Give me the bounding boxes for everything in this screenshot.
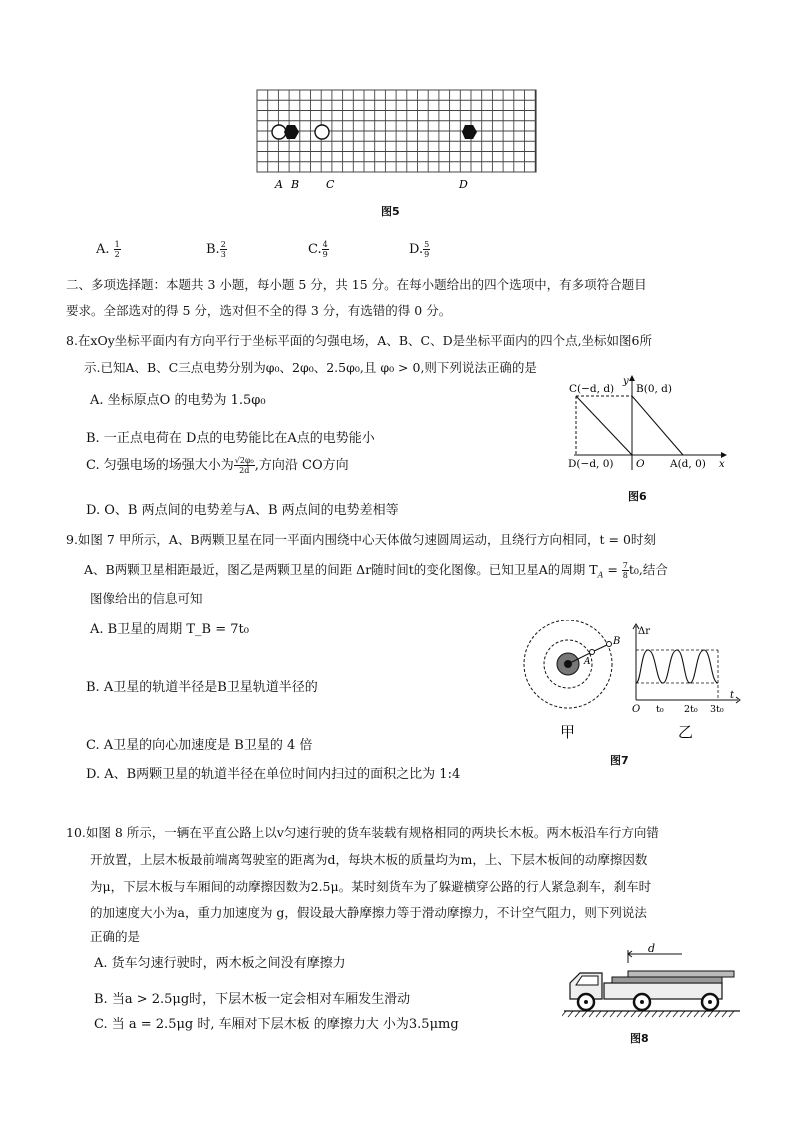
satellite-a-icon [590, 650, 595, 655]
fig6-caption: 图6 [628, 490, 647, 503]
ball-b-solid [284, 125, 299, 139]
q9-stem-line3: 图像给出的信息可知 [90, 591, 203, 606]
q10-option-a[interactable]: A. 货车匀速行驶时，两木板之间没有摩擦力 [94, 956, 346, 971]
upper-board [628, 971, 734, 977]
fig8-caption: 图8 [630, 1032, 649, 1045]
ball-d-solid [462, 125, 477, 139]
section2-line2: 要求。全部选对的得 5 分，选对但不全的得 3 分，有选错的得 0 分。 [66, 303, 452, 318]
fig6-label-c: C(−d, d) [569, 383, 615, 395]
q8-stem-line1: 8.在xOy坐标平面内有方向平行于坐标平面的匀强电场，A、B、C、D是坐标平面内的四个点,坐标如图6所 [66, 333, 653, 348]
fig7-label-yi: 乙 [678, 723, 694, 741]
figure-5-grid [255, 88, 540, 198]
figure-6 [566, 372, 731, 472]
ball-c-hollow [315, 125, 329, 139]
q7-option-a[interactable]: A. $\frac{1}{2}$ [96, 240, 120, 259]
fig5-caption: 图5 [381, 205, 400, 218]
q9-option-c[interactable]: C. A卫星的向心加速度是 B卫星的 4 倍 [86, 738, 313, 753]
q7-option-d[interactable]: D. $\frac{5}{9}$ [409, 240, 430, 259]
q9-stem-line2: A、B两颗卫星相距最近，图乙是两颗卫星的间距 Δr随时间t的变化图像。已知卫星A的周期 $T_A$ = $\frac{7}{8}$ t₀,结合 [84, 561, 668, 580]
q10-stem-line2: 开放置，上层木板最前端离驾驶室的距离为d，每块木板的质量均为m，上、下层木板间的动摩擦因数 [90, 852, 648, 867]
figure-7 [510, 620, 745, 745]
q9-option-d[interactable]: D. A、B两颗卫星的轨道半径在单位时间内扫过的面积之比为 1:4 [86, 767, 461, 782]
fig7-label-t: t [730, 690, 735, 701]
fig7-caption: 图7 [610, 754, 629, 767]
fig5-label-a: A [275, 178, 283, 191]
fig5-label-b: B [291, 178, 300, 191]
fig7-label-a: A [584, 657, 591, 667]
fig7-label-dr: Δr [638, 626, 651, 637]
q7-option-b[interactable]: B. $\frac{2}{3}$ [206, 240, 226, 259]
fig7-label-3t0: 3t₀ [710, 704, 724, 715]
q10-stem-line4: 的加速度大小为a，重力加速度为 g，假设最大静摩擦力等于滑动摩擦力，不计空气阻力，则下列说法 [90, 905, 647, 920]
fig5-label-c: C [326, 178, 335, 191]
q7-option-c[interactable]: C. $\frac{4}{9}$ [308, 240, 328, 259]
q9-option-a[interactable]: A. B卫星的周期 T_B = 7t₀ [90, 622, 249, 637]
q10-option-b[interactable]: B. 当a > 2.5μg时，下层木板一定会相对车厢发生滑动 [94, 992, 411, 1007]
q9-option-b[interactable]: B. A卫星的轨道半径是B卫星轨道半径的 [86, 680, 318, 695]
q10-option-c[interactable]: C. 当 a = 2.5μg 时, 车厢对下层木板 的摩擦力大 小为3.5μmg [94, 1017, 459, 1032]
fig5-label-d: D [459, 178, 468, 191]
lower-board [612, 977, 722, 983]
q10-stem-line3: 为μ，下层木板与车厢间的动摩擦因数为2.5μ。某时刻货车为了躲避横穿公路的行人紧急刹车，刹车时 [90, 879, 652, 894]
q9-stem-line1: 9.如图 7 甲所示，A、B两颗卫星在同一平面内围绕中心天体做匀速圆周运动，且绕行方向相同，t = 0时刻 [66, 532, 656, 547]
fig7-label-t0: t₀ [656, 704, 664, 715]
fig6-label-o: O [636, 458, 645, 470]
fig6-label-d: D(−d, 0) [568, 458, 614, 470]
satellite-b-icon [607, 642, 612, 647]
fig6-label-b: B(0, d) [636, 383, 672, 395]
q8-option-c[interactable]: C. 匀强电场的场强大小为 $\frac{\text{√2φ₀}}{2d}$ ,方向沿 CO方向 [86, 456, 349, 475]
fig7-label-o: O [632, 704, 641, 715]
fig8-label-d: d [648, 943, 656, 955]
q8-stem-line2: 示.已知A、B、C三点电势分别为φ₀、2φ₀、2.5φ₀,且 φ₀ > 0,则下列说法正确的是 [84, 360, 537, 375]
fig6-label-x: x [719, 459, 725, 470]
fig7-label-b: B [613, 636, 621, 647]
q10-stem-line1: 10.如图 8 所示，一辆在平直公路上以v匀速行驶的货车装载有规格相同的两块长木板。两木板沿车行方向错 [66, 825, 659, 840]
fig6-label-y: y [623, 376, 629, 387]
q8-option-b[interactable]: B. 一正点电荷在 D点的电势能比在A点的电势能小 [86, 431, 375, 446]
section2-line1: 二、多项选择题：本题共 3 小题，每小题 5 分，共 15 分。在每小题给出的四个选项中，有多项符合题目 [66, 277, 647, 292]
q8-option-d[interactable]: D. O、B 两点间的电势差与A、B 两点间的电势差相等 [86, 503, 399, 518]
figure-8-truck [562, 943, 742, 1023]
ball-a-hollow [272, 125, 286, 139]
q10-stem-line5: 正确的是 [90, 929, 141, 944]
fig6-label-a: A(d, 0) [670, 458, 706, 470]
fig7-label-2t0: 2t₀ [684, 704, 698, 715]
fig7-label-jia: 甲 [560, 723, 576, 741]
q8-option-a[interactable]: A. 坐标原点O 的电势为 1.5φ₀ [90, 393, 266, 408]
